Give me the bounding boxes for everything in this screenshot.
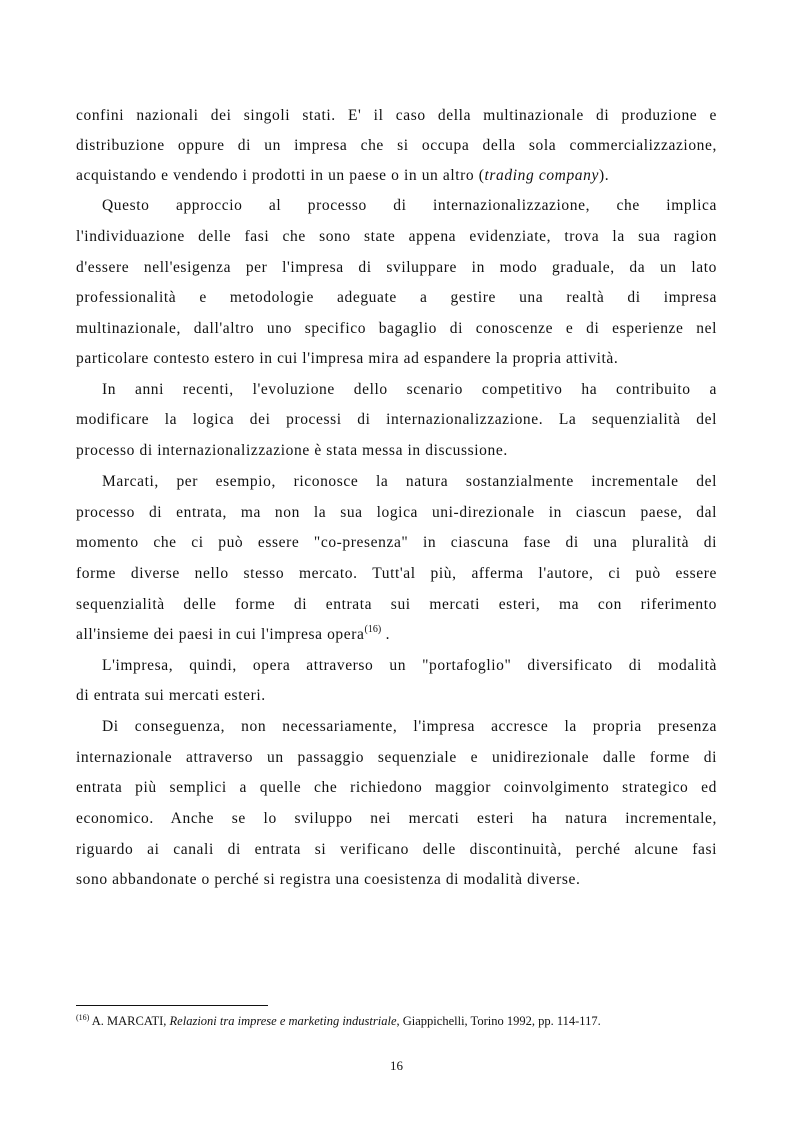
text-line: confini nazionali dei singoli stati. E' il caso della multinazionale di produzione e	[76, 107, 717, 124]
text-line: economico. Anche se lo sviluppo nei mercati esteri ha natura incrementale,	[76, 810, 717, 827]
paragraph-first-line: Marcati, per esempio, riconosce la natura sostanzialmente incrementale del	[102, 473, 717, 490]
text-line: entrata più semplici a quelle che richiedono maggior coinvolgimento strategico ed	[76, 779, 717, 796]
text-line: modificare la logica dei processi di internazionalizzazione. La sequenzialità del	[76, 411, 717, 428]
footnote-author: A. MARCATI,	[89, 1014, 170, 1028]
text-line: sono abbandonate o perché si registra una coesistenza di modalità diverse.	[76, 871, 581, 888]
footnote-details: , Giappichelli, Torino 1992, pp. 114-117.	[396, 1014, 601, 1028]
footnote-title: Relazioni tra imprese e marketing industriale	[169, 1014, 397, 1028]
text-span: all'insieme dei paesi in cui l'impresa opera	[76, 626, 365, 643]
text-line: sequenzialità delle forme di entrata sui mercati esteri, ma con riferimento	[76, 596, 717, 613]
text-line: distribuzione oppure di un impresa che si occupa della sola commercializzazione,	[76, 137, 717, 154]
text-line	[76, 620, 717, 650]
paragraph-first-line: L'impresa, quindi, opera attraverso un "portafoglio" diversificato di modalità	[102, 657, 717, 674]
page-number: 16	[390, 1058, 403, 1073]
footnote-marker: (16)	[76, 1013, 90, 1022]
paragraph-first-line: In anni recenti, l'evoluzione dello scenario competitivo ha contribuito a	[102, 381, 717, 398]
text-line: particolare contesto estero in cui l'impresa mira ad espandere la propria attività.	[76, 350, 619, 367]
text-line: riguardo ai canali di entrata si verificano delle discontinuità, perché alcune fasi	[76, 841, 717, 858]
footnote-separator	[76, 1005, 268, 1006]
text-line: internazionale attraverso un passaggio sequenziale e unidirezionale dalle forme di	[76, 749, 717, 766]
text-line: processo di internazionalizzazione è stata messa in discussione.	[76, 442, 508, 459]
text-line: processo di entrata, ma non la sua logica uni-direzionale in ciascun paese, dal	[76, 504, 717, 521]
text-line: professionalità e metodologie adeguate a gestire una realtà di impresa	[76, 289, 717, 306]
text-line: multinazionale, dall'altro uno specifico bagaglio di conoscenze e di esperienze nel	[76, 320, 717, 337]
italic-term: trading company	[484, 167, 599, 184]
footnote-reference: (16)	[364, 624, 382, 635]
text-span: .	[381, 626, 391, 643]
text-span: ).	[599, 167, 610, 184]
footnote	[76, 1013, 726, 1031]
text-line: l'individuazione delle fasi che sono state appena evidenziate, trova la sua ragion	[76, 228, 717, 245]
text-span: acquistando e vendendo i prodotti in un paese o in un altro (	[76, 167, 485, 184]
text-line: forme diverse nello stesso mercato. Tutt'al più, afferma l'autore, ci può essere	[76, 565, 717, 582]
paragraph-first-line: Questo approccio al processo di internazionalizzazione, che implica	[102, 197, 717, 214]
text-line: di entrata sui mercati esteri.	[76, 687, 266, 704]
text-line: d'essere nell'esigenza per l'impresa di sviluppare in modo graduale, da un lato	[76, 259, 717, 276]
text-line	[76, 161, 717, 191]
text-line: momento che ci può essere "co-presenza" in ciascuna fase di una pluralità di	[76, 534, 717, 551]
paragraph-first-line: Di conseguenza, non necessariamente, l'impresa accresce la propria presenza	[102, 718, 717, 735]
